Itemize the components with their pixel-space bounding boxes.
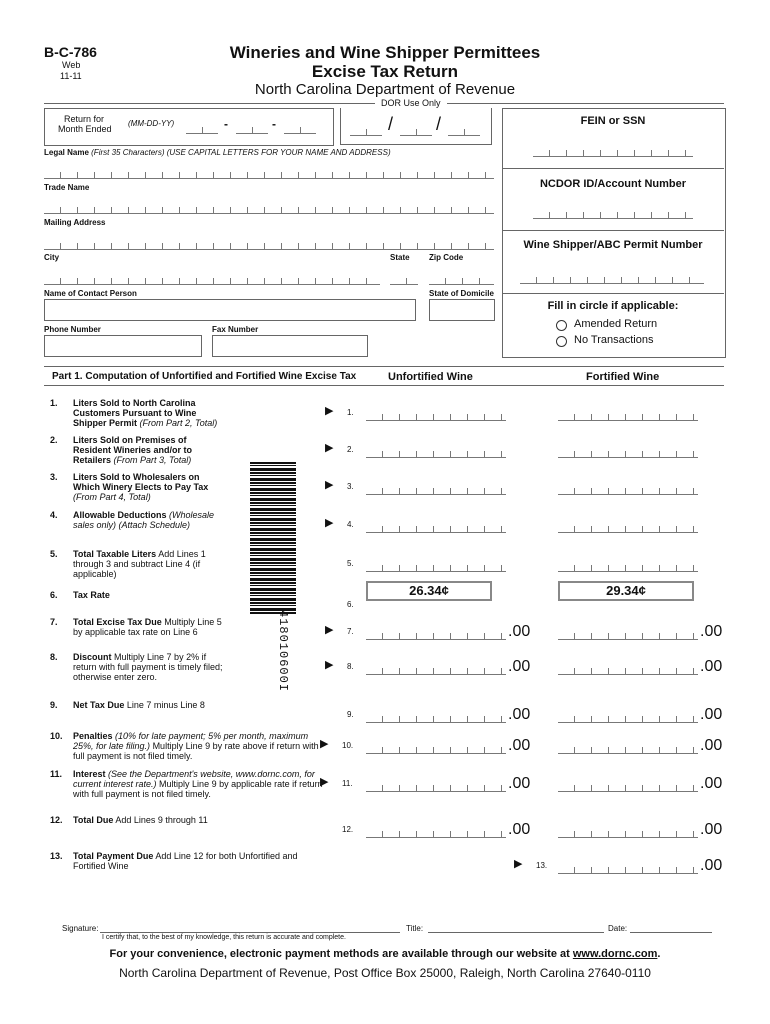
line-ref: 12. <box>342 825 354 834</box>
cents: .00 <box>700 821 723 838</box>
line-ref: 9. <box>347 710 354 719</box>
permit-field[interactable] <box>520 277 704 284</box>
title-label: Title: <box>406 924 424 933</box>
cents: .00 <box>508 706 531 723</box>
fortified-field[interactable] <box>558 526 698 533</box>
no-transactions-radio[interactable] <box>556 336 567 347</box>
fortified-field[interactable] <box>558 414 698 421</box>
cents: .00 <box>508 658 531 675</box>
mailing-field[interactable] <box>44 243 494 250</box>
state-field[interactable] <box>390 278 418 285</box>
cents: .00 <box>508 821 531 838</box>
line-description: Tax Rate <box>73 590 110 600</box>
trade-name-label: Trade Name <box>44 183 90 192</box>
line-ref: 7. <box>347 627 354 636</box>
signature-field[interactable] <box>100 932 400 933</box>
contact-label: Name of Contact Person <box>44 289 137 298</box>
dor-box <box>340 108 492 145</box>
barcode-number: 418010600I <box>276 610 290 693</box>
dor-use-only: DOR Use Only <box>375 98 447 108</box>
unfortified-field[interactable] <box>366 716 506 723</box>
col-fortified: Fortified Wine <box>586 371 660 383</box>
line-description: Total Due Add Lines 9 through 11 <box>73 815 208 825</box>
line-number: 2. <box>50 435 58 445</box>
unfortified-field[interactable] <box>366 526 506 533</box>
line-number: 1. <box>50 398 58 408</box>
line-ref: 2. <box>347 445 354 454</box>
contact-field[interactable] <box>44 299 416 321</box>
certify-text: I certify that, to the best of my knowledge, this return is accurate and complete. <box>102 934 346 941</box>
line-description: Total Excise Tax Due Multiply Line 5 by applicable tax rate on Line 6 <box>73 617 222 637</box>
line-number: 7. <box>50 617 58 627</box>
line-description: Liters Sold to Wholesalers on Which Winery Elects to Pay Tax (From Part 4, Total) <box>73 472 209 502</box>
line-description: Total Taxable Liters Add Lines 1 through 3 and subtract Line 4 (if applicable) <box>73 549 206 579</box>
year-field[interactable] <box>284 127 316 134</box>
fein-label: FEIN or SSN <box>580 115 646 127</box>
line-description: Net Tax Due Line 7 minus Line 8 <box>73 700 205 710</box>
cents: .00 <box>508 775 531 792</box>
arrow-marker: ▶ <box>320 776 329 788</box>
line-description: Discount Multiply Line 7 by 2% if return with full payment is timely filed; otherwise enter zero. <box>73 652 223 682</box>
month-field[interactable] <box>186 127 218 134</box>
permit-label: Wine Shipper/ABC Permit Number <box>523 239 703 251</box>
cents: .00 <box>700 775 723 792</box>
col-unfortified: Unfortified Wine <box>388 371 473 383</box>
dept-name: North Carolina Department of Revenue <box>254 81 516 98</box>
fein-field[interactable] <box>533 150 693 157</box>
unfortified-field[interactable] <box>366 668 506 675</box>
line-description: Liters Sold on Premises of Resident Wineries and/or to Retailers (From Part 3, Total) <box>73 435 192 465</box>
mailing-address: North Carolina Department of Revenue, Post Office Box 25000, Raleigh, North Carolina 27640-0110 <box>119 966 651 980</box>
legal-name-label: Legal Name (First 35 Characters) (USE CAPITAL LETTERS FOR YOUR NAME AND ADDRESS) <box>44 148 391 157</box>
line-number: 4. <box>50 510 58 520</box>
line-number: 8. <box>50 652 58 662</box>
line-ref: 8. <box>347 662 354 671</box>
line-description: Interest (See the Department's website, www.dornc.com, for current interest rate.) Multiply Line 9 by applicable rate if return with full payment is not filed timely. <box>73 769 323 799</box>
city-field[interactable] <box>44 278 380 285</box>
line-number: 11. <box>50 769 63 779</box>
arrow-marker: ▶ <box>325 659 334 671</box>
unfortified-field[interactable] <box>366 488 506 495</box>
domicile-field[interactable] <box>429 299 495 321</box>
city-label: City <box>44 253 60 262</box>
line-description: Allowable Deductions (Wholesale sales only) (Attach Schedule) <box>73 510 215 530</box>
legal-name-field[interactable] <box>44 172 494 179</box>
arrow-marker: ▶ <box>325 624 334 636</box>
line-description: Penalties (10% for late payment; 5% per month, maximum 25%, for late filing.) Multiply Line 9 by rate above if return with full payment is not filed timely. <box>73 731 319 761</box>
rate-fortified: 29.34¢ <box>558 581 694 601</box>
line-number: 5. <box>50 549 58 559</box>
line-ref: 6. <box>347 600 354 609</box>
month-ended-label: Month Ended <box>58 124 112 134</box>
date-label: Date: <box>608 924 628 933</box>
amended-label: Amended Return <box>574 318 658 330</box>
line-ref: 1. <box>347 408 354 417</box>
line-description: Total Payment Due Add Line 12 for both Unfortified and Fortified Wine <box>73 851 298 871</box>
unfortified-field[interactable] <box>366 565 506 572</box>
cents: .00 <box>700 857 723 874</box>
line-ref: 5. <box>347 559 354 568</box>
unfortified-field[interactable] <box>366 633 506 640</box>
line-description: Liters Sold to North Carolina Customers Pursuant to Wine Shipper Permit (From Part 2, Total) <box>73 398 218 428</box>
ncdor-label: NCDOR ID/Account Number <box>539 178 687 190</box>
fortified-field[interactable] <box>558 785 698 792</box>
cents: .00 <box>700 737 723 754</box>
zip-field[interactable] <box>429 278 494 285</box>
cents: .00 <box>508 737 531 754</box>
title-line2: Excise Tax Return <box>311 62 459 81</box>
state-label: State <box>390 253 410 262</box>
fortified-field[interactable] <box>558 716 698 723</box>
fortified-field[interactable] <box>558 831 698 838</box>
fill-circle-label: Fill in circle if applicable: <box>547 300 679 312</box>
fortified-field[interactable] <box>558 867 698 874</box>
unfortified-field[interactable] <box>366 414 506 421</box>
title-line1: Wineries and Wine Shipper Permittees <box>229 43 541 62</box>
day-field[interactable] <box>236 127 268 134</box>
arrow-marker: ▶ <box>320 738 329 750</box>
line-number: 9. <box>50 700 58 710</box>
line-ref: 4. <box>347 520 354 529</box>
mailing-label: Mailing Address <box>44 218 106 227</box>
arrow-marker: ▶ <box>514 858 523 870</box>
domicile-label: State of Domicile <box>429 289 494 298</box>
cents: .00 <box>700 658 723 675</box>
website-link[interactable]: www.dornc.com <box>572 948 658 960</box>
unfortified-field[interactable] <box>366 831 506 838</box>
zip-label: Zip Code <box>429 253 464 262</box>
cents: .00 <box>700 623 723 640</box>
barcode <box>250 462 296 614</box>
convenience-note: For your convenience, electronic payment methods are available through our website at www.dornc.com. <box>109 948 661 960</box>
form-rev: 11-11 <box>60 71 82 81</box>
rate-unfortified: 26.34¢ <box>366 581 492 601</box>
fortified-field[interactable] <box>558 668 698 675</box>
part1-title: Part 1. Computation of Unfortified and Fortified Wine Excise Tax <box>52 371 357 382</box>
unfortified-field[interactable] <box>366 747 506 754</box>
arrow-marker: ▶ <box>325 517 334 529</box>
no-transactions-label: No Transactions <box>574 334 654 346</box>
line-number: 13. <box>50 851 63 861</box>
ncdor-field[interactable] <box>533 212 693 219</box>
phone-label: Phone Number <box>44 325 101 334</box>
fortified-field[interactable] <box>558 451 698 458</box>
line-number: 3. <box>50 472 58 482</box>
unfortified-field[interactable] <box>366 451 506 458</box>
cents: .00 <box>700 706 723 723</box>
arrow-marker: ▶ <box>325 442 334 454</box>
line-number: 6. <box>50 590 58 600</box>
amended-radio[interactable] <box>556 320 567 331</box>
fax-field[interactable] <box>212 335 368 357</box>
signature-label: Signature: <box>62 924 99 933</box>
return-for-label: Return for <box>64 114 105 124</box>
arrow-marker: ▶ <box>325 479 334 491</box>
trade-name-field[interactable] <box>44 207 494 214</box>
cents: .00 <box>508 623 531 640</box>
fortified-field[interactable] <box>558 633 698 640</box>
line-ref: 10. <box>342 741 354 750</box>
form-id: B-C-786 <box>44 44 97 60</box>
unfortified-field[interactable] <box>366 785 506 792</box>
line-ref: 3. <box>347 482 354 491</box>
fax-label: Fax Number <box>212 325 259 334</box>
line-number: 12. <box>50 815 63 825</box>
fortified-field[interactable] <box>558 488 698 495</box>
date-field[interactable] <box>630 932 712 933</box>
fortified-field[interactable] <box>558 565 698 572</box>
title-field[interactable] <box>428 932 604 933</box>
line-ref: 13. <box>536 861 548 870</box>
form-web: Web <box>62 60 81 70</box>
date-format-hint: (MM-DD-YY) <box>128 119 175 128</box>
arrow-marker: ▶ <box>325 405 334 417</box>
phone-field[interactable] <box>44 335 202 357</box>
line-number: 10. <box>50 731 63 741</box>
line-ref: 11. <box>342 779 353 788</box>
fortified-field[interactable] <box>558 747 698 754</box>
